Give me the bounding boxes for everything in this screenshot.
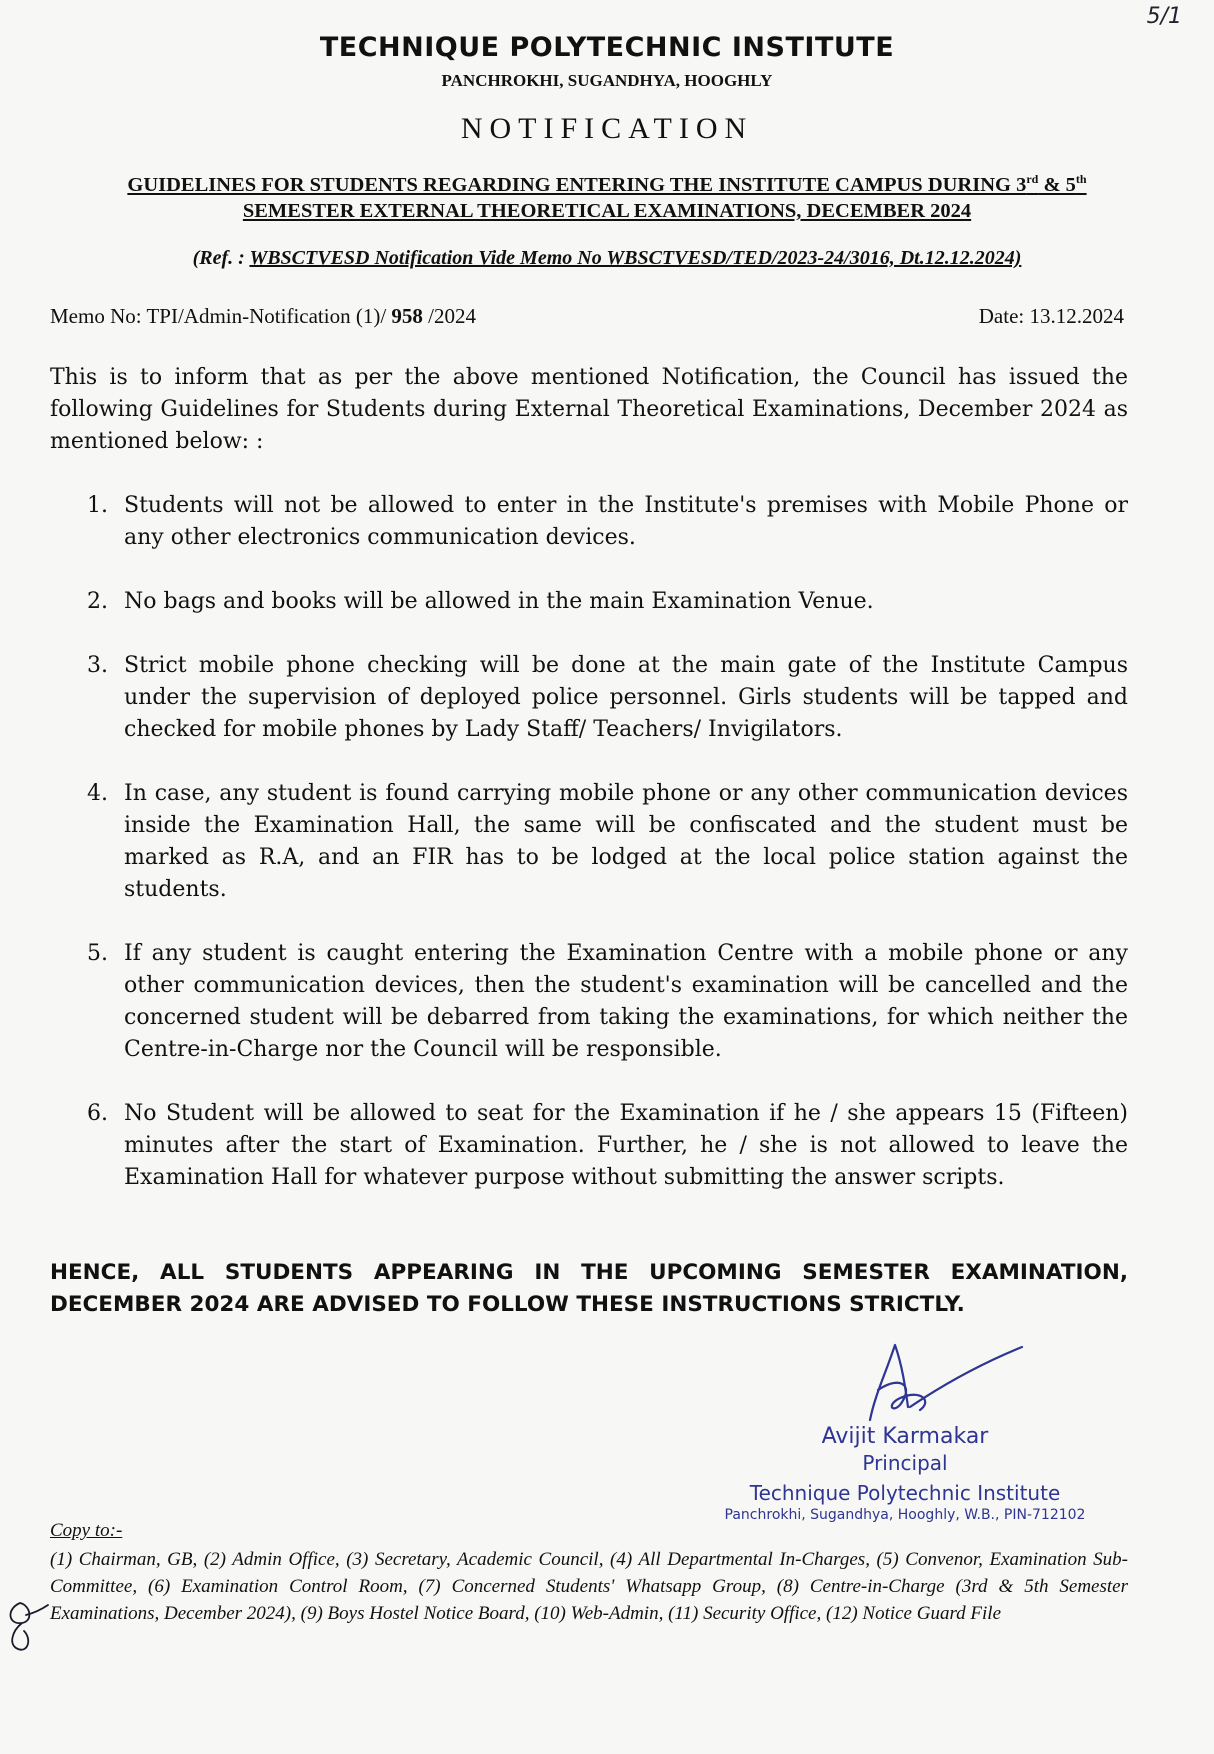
institute-address: PANCHROKHI, SUGANDHYA, HOOGHLY <box>441 71 773 90</box>
list-item-number: 1. <box>87 493 108 518</box>
reference-line <box>0 247 1214 270</box>
reference-prefix: (Ref. : <box>192 247 250 269</box>
list-item-text: Students will not be allowed to enter in the Institute's premises with Mobile Phone or any other electronics communication devices. <box>124 493 1128 550</box>
memo-date: Date: 13.12.2024 <box>978 304 1124 328</box>
memo-suffix: /2024 <box>422 304 476 328</box>
subject-sup2: th <box>1075 172 1087 186</box>
list-item-number: 4. <box>87 781 108 806</box>
copy-to-label: Copy to:- <box>50 1520 123 1541</box>
copy-to-list: (1) Chairman, GB, (2) Admin Office, (3) Secretary, Academic Council, (4) All Departmental In-Charges, (5) Convenor, Examination Sub-Committee, (6) Examination Control Room, (7) Concerned Students' Whatsapp Group, (8) Centre-in-Charge (3rd & 5th Semester Examinations, December 2024), (9) Boys Hostel Notice Board, (10) Web-Admin, (11) Security Office, (12) Notice Guard File <box>50 1549 1128 1624</box>
reference-text: WBSCTVESD Notification Vide Memo No WBSCTVESD/TED/2023-24/3016, Dt.12.12.2024) <box>249 247 1022 269</box>
principal-stamp <box>715 1424 1095 1523</box>
stamp-designation: Principal <box>862 1451 948 1475</box>
notification-title: NOTIFICATION <box>460 112 754 145</box>
list-item-number: 3. <box>87 653 108 678</box>
initials-icon <box>2 1595 50 1655</box>
signature-icon <box>840 1335 1040 1430</box>
subject-line1-b: & 5 <box>1038 173 1076 196</box>
list-item-text: No bags and books will be allowed in the main Examination Venue. <box>124 589 874 614</box>
subject-line2: SEMESTER EXTERNAL THEORETICAL EXAMINATIONS, DECEMBER 2024 <box>242 199 972 222</box>
stamp-institute: Technique Polytechnic Institute <box>749 1481 1061 1505</box>
subject-heading <box>40 166 1174 224</box>
memo-prefix: Memo No: TPI/Admin-Notification (1)/ <box>50 304 392 328</box>
stamp-address: Panchrokhi, Sugandhya, Hooghly, W.B., PIN-712102 <box>724 1507 1086 1523</box>
institute-name: TECHNIQUE POLYTECHNIC INSTITUTE <box>319 32 895 63</box>
memo-number <box>50 304 476 329</box>
stamp-name: Avijit Karmakar <box>821 1424 989 1449</box>
corner-page-mark: 5/1 <box>1146 4 1182 29</box>
list-item-number: 2. <box>87 589 108 614</box>
subject-line1-a: GUIDELINES FOR STUDENTS REGARDING ENTERING THE INSTITUTE CAMPUS DURING 3 <box>127 173 1027 196</box>
list-item-text: If any student is caught entering the Examination Centre with a mobile phone or any other communication devices, then the student's examination will be cancelled and the concerned student will be debarred from taking the examinations, for which neither the Centre-in-Charge nor the Council will be responsible. <box>124 941 1128 1062</box>
list-item-text: Strict mobile phone checking will be done at the main gate of the Institute Campus under the supervision of deployed police personnel. Girls students will be tapped and checked for mobile phones by Lady Staff/ Teachers/ Invigilators. <box>124 653 1128 742</box>
list-item-number: 6. <box>87 1101 108 1126</box>
closing-instruction: HENCE, ALL STUDENTS APPEARING IN THE UPCOMING SEMESTER EXAMINATION, DECEMBER 2024 ARE ADVISED TO FOLLOW THESE INSTRUCTIONS STRICTLY. <box>50 1260 1128 1317</box>
intro-paragraph: This is to inform that as per the above mentioned Notification, the Council has issued the following Guidelines for Students during External Theoretical Examinations, December 2024 as mentioned below: : <box>50 365 1128 454</box>
list-item-text: No Student will be allowed to seat for the Examination if he / she appears 15 (Fifteen) minutes after the start of Examination. Further, he / she is not allowed to leave the Examination Hall for whatever purpose without submitting the answer scripts. <box>124 1101 1128 1190</box>
memo-serial: 958 <box>391 304 423 328</box>
list-item-number: 5. <box>87 941 108 966</box>
subject-sup1: rd <box>1026 172 1039 186</box>
list-item-text: In case, any student is found carrying mobile phone or any other communication devices inside the Examination Hall, the same will be confiscated and the student must be marked as R.A, and an FIR has to be lodged at the local police station against the students. <box>124 781 1128 902</box>
